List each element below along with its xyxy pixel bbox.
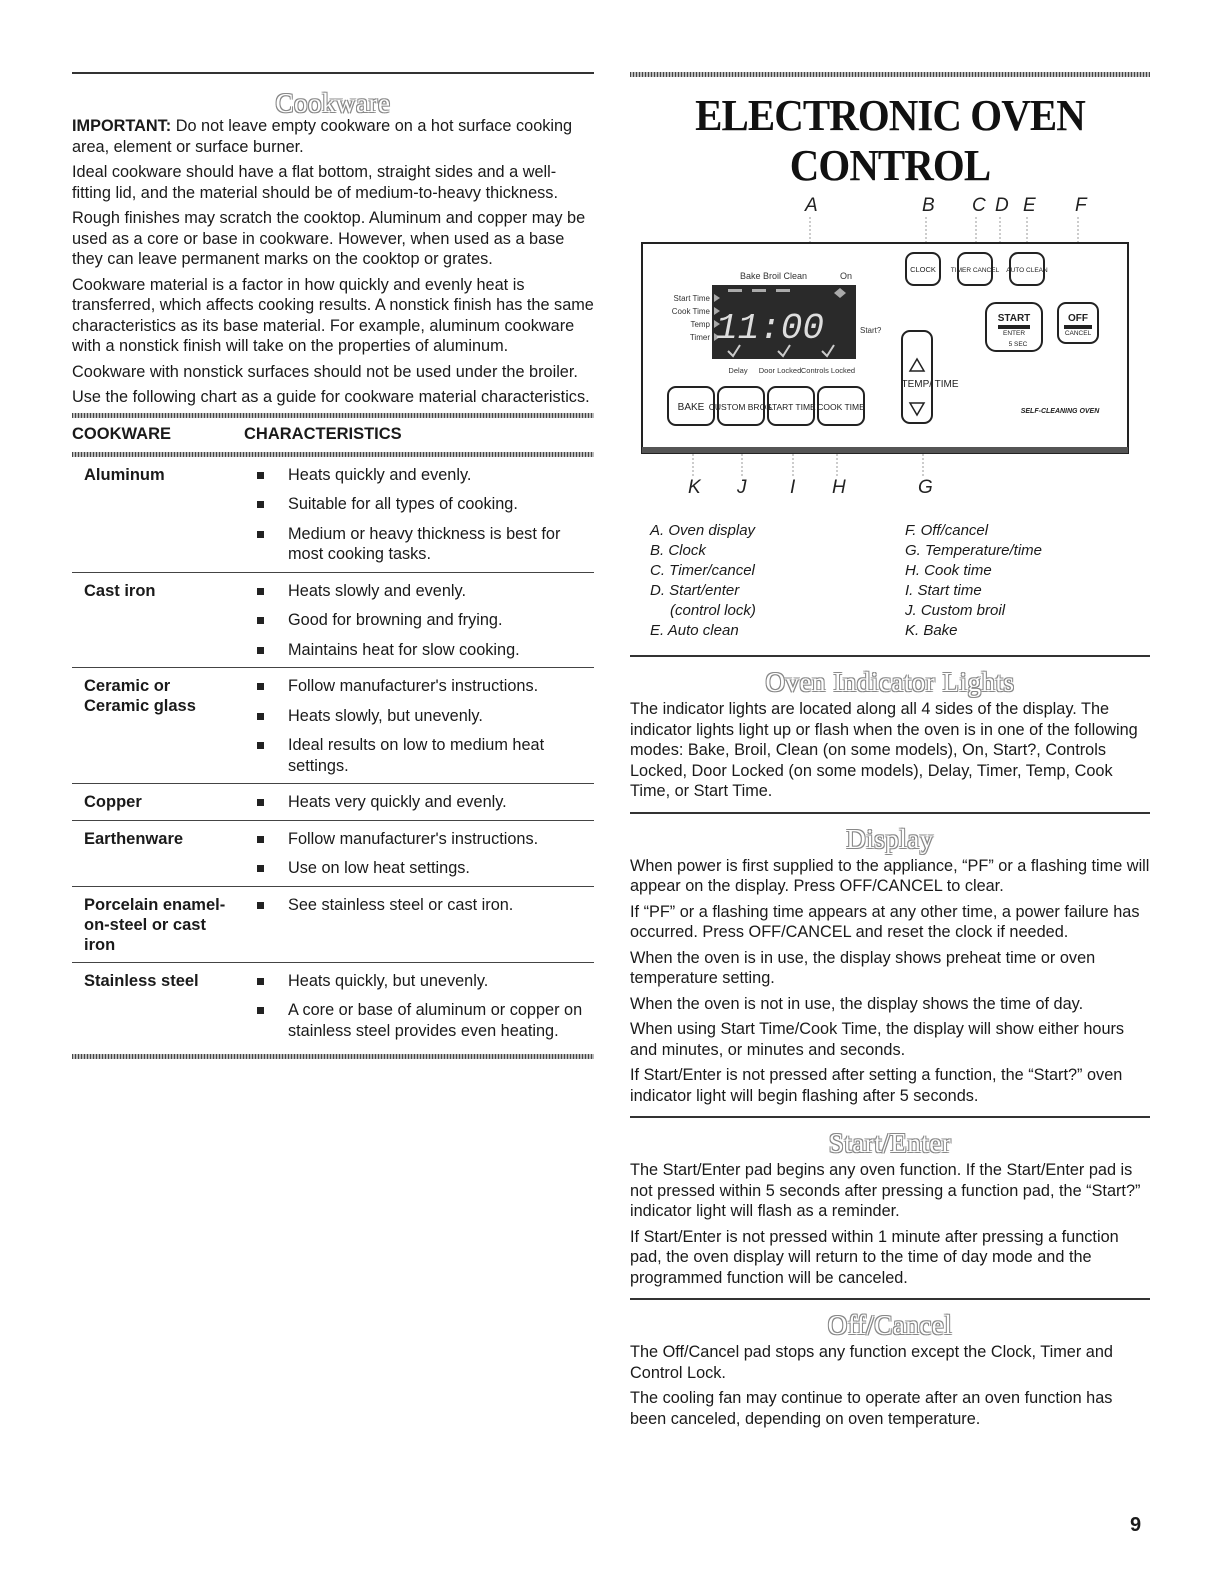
characteristic-text: Heats very quickly and evenly. <box>288 793 507 811</box>
characteristic-item <box>239 610 594 631</box>
bullet-icon <box>257 472 264 479</box>
table-header-characteristics: CHARACTERISTICS <box>244 424 402 443</box>
callout-a: A <box>805 195 818 216</box>
indicator-door-locked: Door Locked <box>758 366 802 375</box>
bullet-icon <box>257 588 264 595</box>
table-row <box>72 963 594 1049</box>
table-header <box>72 418 594 452</box>
sections <box>630 655 1150 1429</box>
page-number: 9 <box>1130 1514 1142 1536</box>
characteristic-item <box>239 640 594 661</box>
characteristic-item <box>239 858 594 879</box>
bullet-icon <box>257 902 264 909</box>
section <box>630 655 1150 802</box>
important-label: IMPORTANT: <box>72 117 172 135</box>
section-paragraph: If Start/Enter is not pressed within 1 minute after pressing a function pad, the oven display will return to the time of day mode and the programmed function will be canceled. <box>630 1227 1119 1287</box>
indicator-timer: Timer <box>689 333 710 342</box>
characteristic-item <box>239 895 594 916</box>
table-header-cookware: COOKWARE <box>72 424 171 443</box>
cookware-name: Ceramic or Ceramic glass <box>84 677 196 715</box>
characteristic-item <box>239 792 594 813</box>
bullet-icon <box>257 742 264 749</box>
section-paragraph: When the oven is in use, the display shows preheat time or oven temperature setting. <box>630 948 1096 987</box>
section-paragraph: When the oven is not in use, the display shows the time of day. <box>630 994 1084 1013</box>
bullet-icon <box>257 713 264 720</box>
bullet-icon <box>257 978 264 985</box>
characteristics-list <box>239 581 594 661</box>
cookware-paragraph: Cookware with nonstick surfaces should not be used under the broiler. <box>72 362 578 381</box>
legend-item: C. Timer/cancel <box>650 562 755 579</box>
characteristic-text: A core or base of aluminum or copper on stainless steel provides even heating. <box>288 1001 583 1040</box>
characteristic-item <box>239 829 594 850</box>
section <box>630 1116 1150 1288</box>
cookware-name: Earthenware <box>84 829 184 848</box>
bullet-icon <box>257 501 264 508</box>
characteristic-text: Heats quickly and evenly. <box>288 465 472 484</box>
characteristic-text: Heats slowly, but unevenly. <box>288 706 483 725</box>
indicator-start-time: Start Time <box>673 294 710 303</box>
section-rule <box>630 812 1150 814</box>
legend-item: H. Cook time <box>905 562 992 579</box>
indicator-delay: Delay <box>728 366 748 375</box>
section-paragraph: If “PF” or a flashing time appears at any other time, a power failure has occurred. Press OFF/CANCEL and reset the clock if needed. <box>630 902 1140 941</box>
page-title: ELECTRONIC OVEN CONTROL <box>695 91 1085 190</box>
cookware-column <box>72 72 594 1059</box>
characteristic-item <box>239 581 594 602</box>
on-indicator: On <box>840 271 853 281</box>
callout-j: J <box>737 477 747 498</box>
callout-k: K <box>688 477 701 498</box>
section-heading: Oven Indicator Lights <box>765 667 1015 697</box>
cookware-table <box>72 413 594 1060</box>
custom-broil-label: CUSTOM BROIL <box>708 402 774 412</box>
top-indicators: Bake Broil Clean <box>740 271 808 281</box>
characteristics-list <box>239 676 594 776</box>
self-cleaning-label: SELF-CLEANING OVEN <box>1020 408 1100 415</box>
legend-item: F. Off/cancel <box>905 522 989 539</box>
start-time-label: START TIME <box>766 402 816 412</box>
characteristic-text: Maintains heat for slow cooking. <box>288 640 520 659</box>
table-bottom-rule <box>72 1054 594 1059</box>
section-paragraph: The indicator lights are located along all 4 sides of the display. The indicator lights light up or flash when the oven is in one of the following modes: Bake, Broil, Clean (on some models), On, Start?, Controls Locked, Door Locked (on some models), Delay, Timer, Temp, Cook Time, or Start Time. <box>630 700 1138 800</box>
section-paragraph: The Start/Enter pad begins any oven function. If the Start/Enter pad is not pressed within 5 seconds after pressing a function pad, the “Start?” indicator light will flash as a reminder. <box>630 1161 1141 1220</box>
cook-time-label: COOK TIME <box>817 402 865 412</box>
callout-f: F <box>1075 195 1087 216</box>
bullet-icon <box>257 799 264 806</box>
cookware-paragraph: Use the following chart as a guide for cookware material characteristics. <box>72 388 590 406</box>
section-paragraph: The Off/Cancel pad stops any function except the Clock, Timer and Control Lock. <box>630 1343 1113 1382</box>
legend-item: I. Start time <box>905 582 982 599</box>
start-label: START <box>997 313 1031 324</box>
section-rule <box>630 1116 1150 1118</box>
legend-item: (control lock) <box>670 602 756 619</box>
cookware-name: Aluminum <box>84 465 165 484</box>
section <box>630 1298 1150 1429</box>
table-row <box>72 784 594 821</box>
off-label: OFF <box>1068 313 1088 324</box>
characteristic-text: Suitable for all types of cooking. <box>288 495 518 513</box>
callout-b: B <box>922 195 935 216</box>
table-row <box>72 457 594 573</box>
legend-item: K. Bake <box>905 622 958 639</box>
section-rule <box>630 1298 1150 1300</box>
characteristic-text: See stainless steel or cast iron. <box>288 895 514 914</box>
characteristic-text: Follow manufacturer's instructions. <box>288 677 539 695</box>
bullet-icon <box>257 1007 264 1014</box>
five-sec-label: 5 SEC <box>1008 341 1028 348</box>
section-paragraph: When using Start Time/Cook Time, the display will show either hours and minutes, or minutes and seconds. <box>630 1020 1125 1059</box>
characteristics-list <box>239 971 594 1042</box>
cookware-heading: Cookware <box>275 88 391 118</box>
characteristic-item <box>239 706 594 727</box>
table-row <box>72 668 594 784</box>
characteristic-text: Follow manufacturer's instructions. <box>288 829 539 848</box>
indicator-cook-time: Cook Time <box>671 307 710 316</box>
legend-item: A. Oven display <box>650 522 756 539</box>
auto-clean-label: AUTO CLEAN <box>1006 267 1048 274</box>
bullet-icon <box>257 836 264 843</box>
section-heading: Display <box>846 823 934 854</box>
cookware-paragraph: Rough finishes may scratch the cooktop. Aluminum and copper may be used as a core or base in cookware. However, when used as a base they can leave permanent marks on the cooktop or grates. <box>72 209 586 268</box>
cookware-name: Porcelain enamel-on-steel or cast iron <box>84 895 226 954</box>
callout-g: G <box>918 477 933 498</box>
top-rule <box>630 72 1150 77</box>
callout-e: E <box>1023 195 1036 216</box>
table-row <box>72 887 594 963</box>
section-paragraph: If Start/Enter is not pressed after setting a function, the “Start?” oven indicator light will begin flashing after 5 seconds. <box>630 1066 1123 1105</box>
legend-right <box>905 521 1042 641</box>
indicator-controls-locked: Controls Locked <box>800 366 856 375</box>
characteristic-text: Use on low heat settings. <box>288 859 470 877</box>
section-rule <box>630 655 1150 657</box>
characteristic-item <box>239 971 594 992</box>
characteristic-text: Heats slowly and evenly. <box>288 581 466 600</box>
legend-item: B. Clock <box>650 542 706 559</box>
characteristics-list <box>239 895 594 955</box>
characteristic-item <box>239 524 594 565</box>
cookware-name: Stainless steel <box>84 971 199 990</box>
characteristics-list <box>239 465 594 565</box>
legend-item: G. Temperature/time <box>905 542 1042 559</box>
cookware-paragraph: Cookware material is a factor in how quickly and evenly heat is transferred, which affects cooking results. A nonstick finish has the same characteristics as its base material. For example, aluminum cookware with a nonstick finish will take on the properties of aluminum. <box>72 275 594 355</box>
callout-c: C <box>972 195 986 216</box>
temp-time-label: TEMP/ TIME <box>901 379 959 390</box>
characteristic-text: Ideal results on low to medium heat settings. <box>288 736 545 775</box>
legend-item: E. Auto clean <box>650 622 739 639</box>
indicator-temp: Temp <box>690 320 710 329</box>
bullet-icon <box>257 683 264 690</box>
bullet-icon <box>257 647 264 654</box>
characteristic-item <box>239 494 594 515</box>
characteristic-item <box>239 676 594 697</box>
characteristics-list <box>239 792 594 813</box>
top-rule <box>72 72 594 74</box>
cookware-name: Copper <box>84 793 142 811</box>
legend-item: D. Start/enter <box>650 582 740 599</box>
characteristic-text: Medium or heavy thickness is best for most cooking tasks. <box>288 524 561 563</box>
callout-i: I <box>790 477 796 498</box>
panel-legend <box>650 521 1150 641</box>
section-paragraph: The cooling fan may continue to operate after an oven function has been canceled, depending on oven temperature. <box>630 1389 1113 1428</box>
characteristic-item <box>239 735 594 776</box>
characteristics-list <box>239 829 594 879</box>
enter-label: ENTER <box>1002 330 1026 337</box>
characteristic-text: Heats quickly, but unevenly. <box>288 971 489 990</box>
bullet-icon <box>257 531 264 538</box>
legend-left <box>650 521 905 641</box>
section-paragraph: When power is first supplied to the appliance, “PF” or a flashing time will appear on the display. Press OFF/CANCEL to clear. <box>630 856 1150 895</box>
section <box>630 812 1150 1107</box>
characteristic-item <box>239 1000 594 1041</box>
section-heading: Off/Cancel <box>827 1310 953 1340</box>
cookware-name: Cast iron <box>84 581 156 600</box>
cancel-label: CANCEL <box>1064 330 1092 337</box>
callout-h: H <box>832 477 846 498</box>
start-indicator: Start? <box>860 326 882 335</box>
table-body <box>72 457 594 1049</box>
table-row <box>72 821 594 887</box>
bullet-icon <box>257 865 264 872</box>
timer-label: TIMER CANCEL <box>950 267 1000 274</box>
table-row <box>72 573 594 669</box>
display-digits: 11:00 <box>715 308 825 349</box>
bullet-icon <box>257 617 264 624</box>
important-text: Do not leave empty cookware on a hot surface cooking area, element or surface burner. <box>72 117 573 156</box>
control-panel-diagram <box>630 191 1150 521</box>
section-heading: Start/Enter <box>828 1128 952 1158</box>
temp-time-button[interactable] <box>902 331 932 423</box>
clock-label: CLOCK <box>910 265 936 274</box>
important-paragraph <box>72 116 594 157</box>
callout-d: D <box>995 195 1009 216</box>
bake-label: BAKE <box>677 402 705 413</box>
characteristic-text: Good for browning and frying. <box>288 611 503 629</box>
characteristic-item <box>239 465 594 486</box>
oven-control-column <box>630 72 1150 1434</box>
legend-item: J. Custom broil <box>905 602 1006 619</box>
control-panel-svg <box>630 191 1150 521</box>
cookware-paragraph: Ideal cookware should have a flat bottom, straight sides and a well-fitting lid, and the material should be of medium-to-heavy thickness. <box>72 163 558 202</box>
